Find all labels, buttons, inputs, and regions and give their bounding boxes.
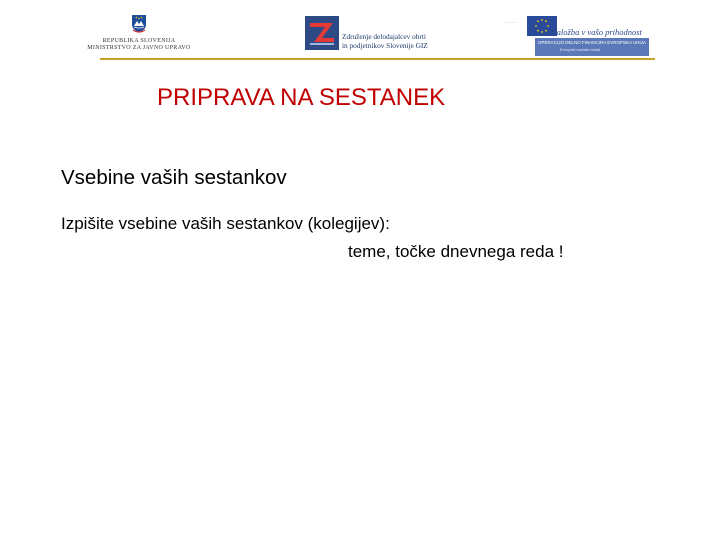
instruction-line1: Izpišite vsebine vaših sestankov (kolegijev):	[61, 214, 390, 233]
association-logo-line1: Združenje delodajalcev obrti	[342, 32, 426, 41]
ministry-logo-line1: REPUBLIKA SLOVENIJA	[102, 38, 176, 44]
slide-subtitle: Vsebine vaših sestankov	[61, 166, 287, 189]
association-logo	[305, 16, 435, 56]
slovenian-crest-icon	[131, 14, 147, 33]
association-logo-line2: in podjetnikov Slovenije GIZ	[342, 41, 428, 50]
eu-slogan: Naložba v vašo prihodnost	[551, 27, 642, 37]
ministry-logo	[84, 14, 194, 54]
header-divider	[100, 58, 655, 60]
slide-title: PRIPRAVA NA SESTANEK	[157, 84, 446, 111]
eu-box-line1: OPERACIJO DELNO FINANCIRA EVROPSKA UNIJA	[538, 40, 647, 45]
instruction-line2: teme, točke dnevnega reda !	[348, 242, 564, 261]
header	[0, 0, 720, 62]
decorative-dots: · · · ·	[505, 20, 516, 26]
association-mark-icon	[305, 16, 339, 50]
eu-box-line2: Evropski socialni sklad	[560, 47, 601, 52]
eu-logo	[505, 14, 655, 58]
ministry-logo-line2: MINISTRSTVO ZA JAVNO UPRAVO	[87, 45, 191, 51]
